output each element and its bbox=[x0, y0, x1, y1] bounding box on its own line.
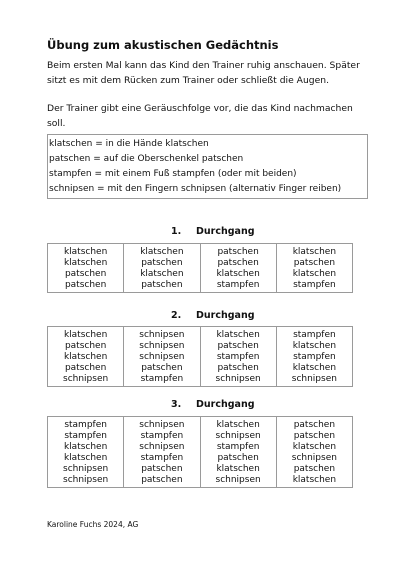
sequence-step: klatschen bbox=[63, 453, 108, 463]
sequence-step: stampfen bbox=[64, 420, 107, 430]
sequence-step: schnipsen bbox=[63, 475, 109, 485]
sequence-step: klatschen bbox=[292, 363, 337, 373]
sequence-step: stampfen bbox=[140, 453, 184, 463]
sequence-step: patschen bbox=[64, 363, 107, 373]
sequence-step: schnipsen bbox=[139, 420, 185, 430]
sequence-step: patschen bbox=[217, 247, 259, 257]
sequence-step: klatschen bbox=[63, 442, 108, 452]
sequence-column bbox=[200, 244, 276, 293]
sequence-column bbox=[48, 327, 124, 387]
round-label: Durchgang bbox=[196, 310, 255, 321]
sequence-column bbox=[48, 244, 124, 293]
sequence-step: klatschen bbox=[292, 247, 337, 257]
sequence-step: patschen bbox=[64, 341, 107, 351]
sequence-step: klatschen bbox=[63, 258, 108, 268]
sequence-step: stampfen bbox=[293, 352, 336, 362]
sequence-step: patschen bbox=[141, 475, 183, 485]
sequence-step: schnipsen bbox=[139, 330, 185, 340]
sequence-step: schnipsen bbox=[63, 374, 109, 384]
sequence-step: patschen bbox=[64, 280, 107, 290]
sequence-step: klatschen bbox=[140, 247, 184, 257]
round-2-table bbox=[47, 326, 353, 387]
sequence-step: klatschen bbox=[63, 352, 108, 362]
legend-item-klatschen: klatschen = in die Hände klatschen bbox=[49, 139, 209, 149]
sequence-step: schnipsen bbox=[215, 431, 261, 441]
sequence-step: schnipsen bbox=[291, 374, 337, 384]
sequence-step: klatschen bbox=[63, 247, 108, 257]
sequence-step: stampfen bbox=[216, 280, 260, 290]
sequence-step: patschen bbox=[293, 258, 336, 268]
round-1-table bbox=[47, 243, 353, 293]
sequence-step: klatschen bbox=[292, 442, 337, 452]
sequence-step: patschen bbox=[217, 341, 259, 351]
sequence-step: schnipsen bbox=[215, 374, 261, 384]
sequence-step: schnipsen bbox=[139, 442, 185, 452]
round-number: 2. bbox=[171, 310, 182, 321]
sequence-column bbox=[124, 417, 200, 488]
round-number: 1. bbox=[171, 226, 182, 237]
sequence-step: patschen bbox=[293, 431, 336, 441]
sequence-step: patschen bbox=[217, 258, 259, 268]
footer-credit: Karoline Fuchs 2024, AG bbox=[47, 520, 139, 529]
sequence-column bbox=[200, 327, 276, 387]
instruction-paragraph-1: Beim ersten Mal kann das Kind den Trainer ruhig anschauen. Später sitzt es mit dem Rücken zum Trainer oder schließt die Augen. bbox=[47, 60, 360, 86]
sequence-step: patschen bbox=[217, 453, 259, 463]
sequence-column bbox=[48, 417, 124, 488]
sound-legend-box bbox=[47, 134, 368, 199]
sequence-step: klatschen bbox=[216, 330, 260, 340]
sequence-step: patschen bbox=[141, 280, 183, 290]
sequence-step: schnipsen bbox=[139, 352, 185, 362]
sequence-step: klatschen bbox=[140, 269, 184, 279]
sequence-column bbox=[124, 244, 200, 293]
sequence-step: klatschen bbox=[216, 464, 260, 474]
sequence-column bbox=[276, 327, 352, 387]
legend-item-stampfen: stampfen = mit einem Fuß stampfen (oder mit beiden) bbox=[49, 169, 297, 179]
sequence-column bbox=[276, 417, 352, 488]
sequence-step: klatschen bbox=[292, 269, 337, 279]
sequence-step: stampfen bbox=[216, 352, 260, 362]
sequence-step: patschen bbox=[141, 258, 183, 268]
sequence-column bbox=[276, 244, 352, 293]
sequence-step: patschen bbox=[217, 363, 259, 373]
instruction-paragraph-2: Der Trainer gibt eine Geräuschfolge vor, die das Kind nachmachen soll. bbox=[47, 103, 353, 129]
sequence-step: patschen bbox=[293, 420, 336, 430]
sequence-step: schnipsen bbox=[63, 464, 109, 474]
sequence-step: stampfen bbox=[293, 330, 336, 340]
sequence-step: patschen bbox=[141, 464, 183, 474]
sequence-step: klatschen bbox=[63, 330, 108, 340]
legend-item-schnipsen: schnipsen = mit den Fingern schnipsen (alternativ Finger reiben) bbox=[49, 184, 342, 194]
round-label: Durchgang bbox=[196, 399, 255, 410]
sequence-step: klatschen bbox=[292, 341, 337, 351]
sequence-column bbox=[124, 327, 200, 387]
sequence-step: stampfen bbox=[140, 431, 184, 441]
legend-item-patschen: patschen = auf die Oberschenkel patschen bbox=[49, 154, 244, 164]
sequence-step: schnipsen bbox=[291, 453, 337, 463]
round-number: 3. bbox=[171, 399, 182, 410]
page-title: Übung zum akustischen Gedächtnis bbox=[47, 38, 279, 52]
round-label: Durchgang bbox=[196, 226, 255, 237]
sequence-step: schnipsen bbox=[139, 341, 185, 351]
sequence-step: stampfen bbox=[216, 442, 260, 452]
sequence-column bbox=[200, 417, 276, 488]
sequence-step: schnipsen bbox=[215, 475, 261, 485]
sequence-step: klatschen bbox=[292, 475, 337, 485]
sequence-step: klatschen bbox=[216, 420, 260, 430]
round-3-table bbox=[47, 416, 353, 488]
sequence-step: patschen bbox=[64, 269, 107, 279]
sequence-step: patschen bbox=[293, 464, 336, 474]
sequence-step: klatschen bbox=[216, 269, 260, 279]
sequence-step: patschen bbox=[141, 363, 183, 373]
sequence-step: stampfen bbox=[293, 280, 336, 290]
sequence-step: stampfen bbox=[64, 431, 107, 441]
sequence-step: stampfen bbox=[140, 374, 184, 384]
